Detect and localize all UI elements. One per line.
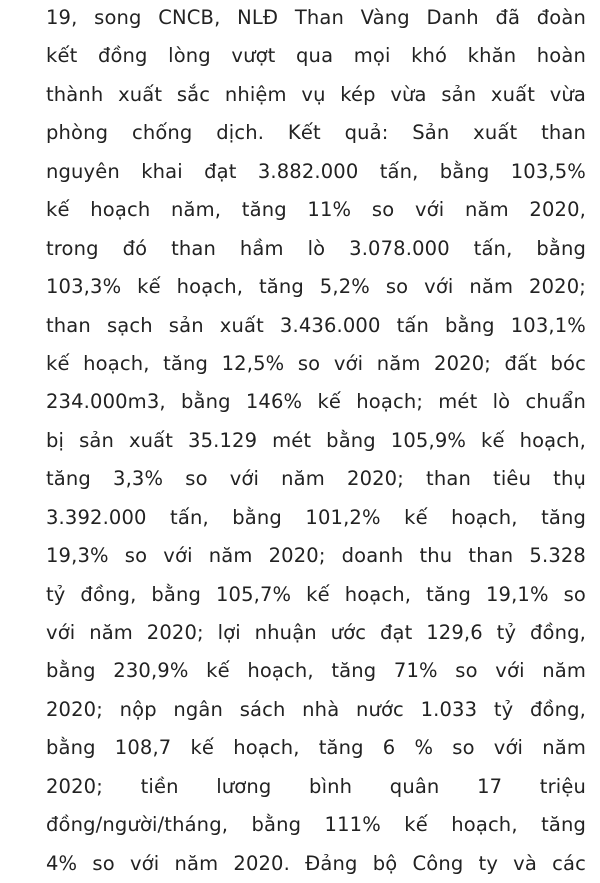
- text-line: 3.392.000 tấn, bằng 101,2% kế hoạch, tăng: [46, 505, 586, 529]
- text-line: kế hoạch, tăng 12,5% so với năm 2020; đất bóc: [46, 351, 586, 375]
- text-line: tỷ đồng, bằng 105,7% kế hoạch, tăng 19,1% so: [46, 582, 586, 606]
- text-line: đồng/người/tháng, bằng 111% kế hoạch, tăng: [46, 813, 586, 837]
- text-line: thành xuất sắc nhiệm vụ kép vừa sản xuất vừa: [46, 82, 586, 106]
- text-line: 234.000m3, bằng 146% kế hoạch; mét lò chuẩn: [46, 390, 586, 414]
- text-line: phòng chống dịch. Kết quả: Sản xuất than: [46, 121, 586, 145]
- text-line: 19, song CNCB, NLĐ Than Vàng Danh đã đoàn: [46, 6, 586, 29]
- article-body: [46, 0, 586, 883]
- text-line: bằng 108,7 kế hoạch, tăng 6 % so với năm: [46, 736, 586, 760]
- text-line: nguyên khai đạt 3.882.000 tấn, bằng 103,5%: [46, 159, 586, 183]
- text-line: kế hoạch năm, tăng 11% so với năm 2020,: [46, 198, 586, 222]
- text-line: 103,3% kế hoạch, tăng 5,2% so với năm 2020;: [46, 275, 586, 299]
- text-line: trong đó than hầm lò 3.078.000 tấn, bằng: [46, 236, 586, 260]
- text-line: 4% so với năm 2020. Đảng bộ Công ty và các: [46, 851, 586, 875]
- text-line: 2020; tiền lương bình quân 17 triệu: [46, 774, 586, 798]
- text-line: 2020; nộp ngân sách nhà nước 1.033 tỷ đồng,: [46, 697, 586, 721]
- text-line: bằng 230,9% kế hoạch, tăng 71% so với năm: [46, 659, 586, 683]
- text-line: kết đồng lòng vượt qua mọi khó khăn hoàn: [46, 44, 586, 68]
- text-line: tăng 3,3% so với năm 2020; than tiêu thụ: [46, 467, 586, 491]
- text-line: than sạch sản xuất 3.436.000 tấn bằng 103,1%: [46, 313, 586, 337]
- text-line: bị sản xuất 35.129 mét bằng 105,9% kế hoạch,: [46, 428, 586, 452]
- text-line: với năm 2020; lợi nhuận ước đạt 129,6 tỷ đồng,: [46, 621, 586, 644]
- text-line: 19,3% so với năm 2020; doanh thu than 5.328: [46, 544, 586, 568]
